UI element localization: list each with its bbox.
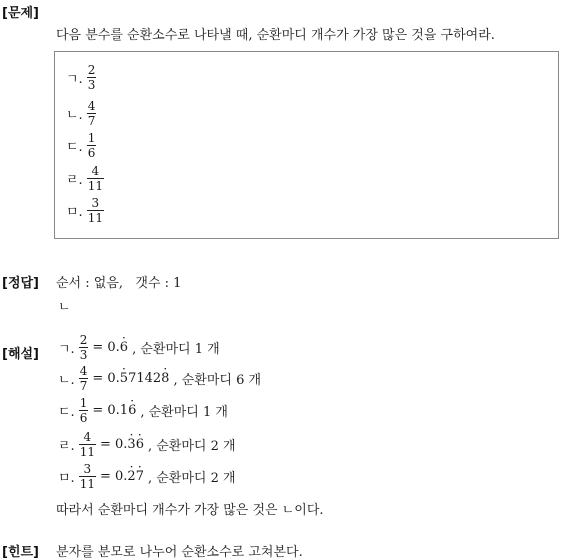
hint-text: 분자를 분모로 나누어 순환소수로 고쳐본다. xyxy=(56,545,303,560)
denominator: 3 xyxy=(87,78,96,92)
repeat-digit-start: · 6 xyxy=(120,340,128,355)
solution-tag: [해설] xyxy=(2,347,39,362)
denominator: 3 xyxy=(79,348,88,362)
choice-label: ㄴ. xyxy=(66,108,83,123)
problem-tag: [문제] xyxy=(2,6,39,21)
equals-decimal: = 0. xyxy=(99,469,128,484)
choice-item xyxy=(66,196,106,225)
choice-item xyxy=(66,164,106,193)
fraction xyxy=(79,396,89,425)
solution-label: ㄷ. xyxy=(58,405,75,420)
denominator: 11 xyxy=(79,445,95,459)
denominator: 6 xyxy=(87,146,96,160)
numerator: 1 xyxy=(87,131,96,145)
fraction xyxy=(79,364,89,393)
solution-item xyxy=(58,396,228,425)
solution-result: , 순환마디 6 개 xyxy=(173,373,262,388)
numerator: 3 xyxy=(87,196,104,211)
choice-label: ㄷ. xyxy=(66,140,83,155)
solution-result: , 순환마디 2 개 xyxy=(147,471,236,486)
choice-label: ㄹ. xyxy=(66,173,83,188)
denominator: 11 xyxy=(87,211,103,225)
repeat-digit-start: · 6 xyxy=(128,403,136,418)
repeat-digit-start: · 5 xyxy=(120,371,128,386)
denominator: 7 xyxy=(87,114,96,128)
solution-conclusion: 따라서 순환마디 개수가 가장 많은 것은 ㄴ이다. xyxy=(56,503,324,518)
hint-tag: [힌트] xyxy=(2,545,39,560)
choice-label: ㅁ. xyxy=(66,205,83,220)
denominator: 11 xyxy=(79,477,95,491)
numerator: 3 xyxy=(79,462,96,477)
denominator: 7 xyxy=(79,379,88,393)
numerator: 4 xyxy=(79,430,96,445)
solution-label: ㄴ. xyxy=(58,373,75,388)
repeat-digit-end: · 6 xyxy=(136,437,144,452)
solution-label: ㅁ. xyxy=(58,471,75,486)
fraction xyxy=(87,131,97,160)
choice-item xyxy=(66,99,98,128)
equals-decimal: = 0. xyxy=(92,403,120,418)
solution-result: , 순환마디 2 개 xyxy=(147,439,236,454)
choice-item xyxy=(66,63,98,92)
solution-result: , 순환마디 1 개 xyxy=(140,405,228,420)
fraction xyxy=(79,462,96,491)
fraction xyxy=(79,430,96,459)
answer-line1: 순서 : 없음, 갯수 : 1 xyxy=(56,276,182,291)
denominator: 6 xyxy=(79,411,88,425)
equals-decimal: = 0. xyxy=(92,371,120,386)
choice-label: ㄱ. xyxy=(66,72,83,87)
repeat-digit-end: · 8 xyxy=(161,371,169,386)
fraction xyxy=(79,333,89,362)
repeat-digit-start: · 3 xyxy=(127,437,135,452)
choices-box xyxy=(54,51,559,239)
numerator: 4 xyxy=(87,164,104,179)
numerator: 2 xyxy=(87,63,96,77)
denominator: 11 xyxy=(87,179,103,193)
fraction xyxy=(87,63,97,92)
numerator: 1 xyxy=(79,396,88,410)
decimal-middle: 7142 xyxy=(128,371,162,386)
numerator: 2 xyxy=(79,333,88,347)
fraction xyxy=(87,99,97,128)
solution-label: ㄱ. xyxy=(58,342,75,357)
equals-decimal: = 0. xyxy=(92,340,120,355)
fraction xyxy=(87,164,104,193)
choice-item xyxy=(66,131,98,160)
numerator: 4 xyxy=(87,99,96,113)
answer-line2: ㄴ xyxy=(58,300,71,315)
repeat-digit-end: · 7 xyxy=(136,469,144,484)
equals-decimal: = 0. xyxy=(99,437,128,452)
problem-question: 다음 분수를 순환소수로 나타낼 때, 순환마디 개수가 가장 많은 것을 구하여라. xyxy=(56,28,495,43)
solution-result: , 순환마디 1 개 xyxy=(132,342,220,357)
repeat-digit-start: · 2 xyxy=(127,469,135,484)
fraction xyxy=(87,196,104,225)
answer-tag: [정답] xyxy=(2,276,39,291)
decimal-head: 1 xyxy=(119,403,129,418)
solution-item xyxy=(58,333,220,362)
solution-item xyxy=(58,462,236,491)
solution-label: ㄹ. xyxy=(58,439,75,454)
solution-item xyxy=(58,430,236,459)
solution-item xyxy=(58,364,261,393)
numerator: 4 xyxy=(79,364,88,378)
